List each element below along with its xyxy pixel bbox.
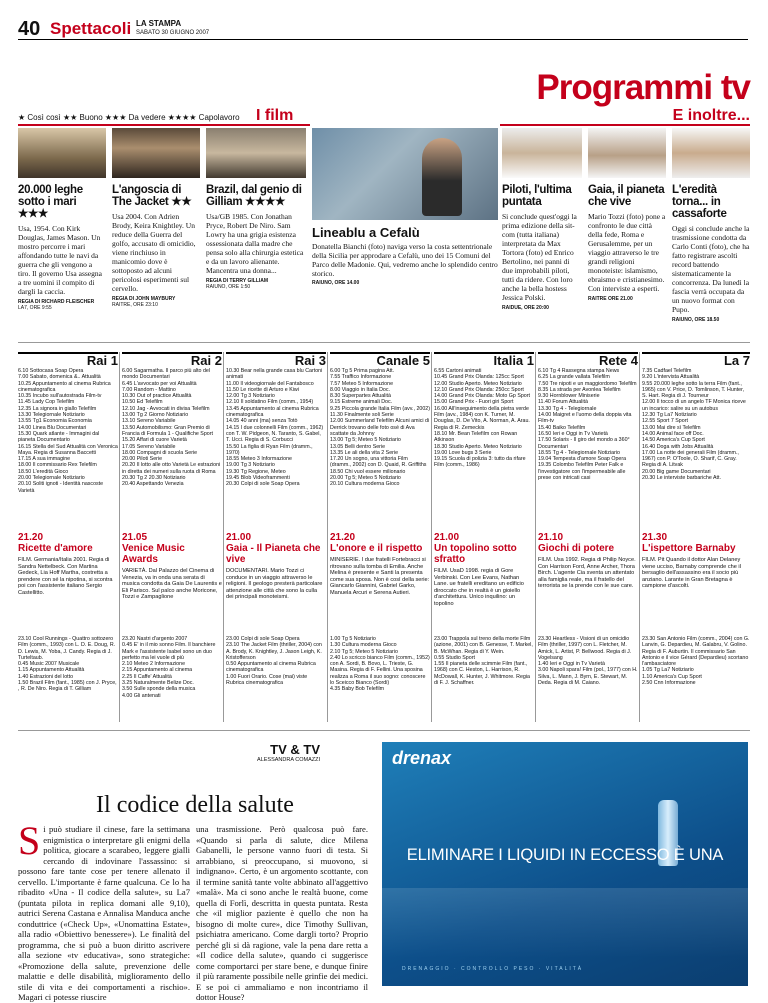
- schedule-item: 6.10 Sottocasa Soap Opera: [18, 368, 84, 374]
- film-card: [18, 184, 102, 311]
- featured-title: Lineablu a Cefalù: [312, 225, 420, 240]
- rating-legend: ★ Così così ★★ Buono ★★★ Da vedere ★★★★ Capolavoro: [18, 113, 240, 122]
- late-item: 1.50 Brazil Film (fant., 1985) con J. Pryce, , R. De Niro. Regia di T. Gilliam: [18, 680, 117, 693]
- schedule-item: 18.50 Chi vuol essere milionario: [330, 468, 406, 475]
- schedule-item: 13.00 Tg 5; Meteo 5 Notiziario: [330, 437, 401, 444]
- schedule-item: 12.10 Grand Prix Olanda: 250cc Sport: [434, 386, 524, 393]
- schedule-item: 6.55 Cartoni animati: [434, 368, 482, 374]
- column-divider: [535, 352, 536, 722]
- schedule-item: 6.25 La grande vallata Telefilm: [538, 374, 610, 381]
- article-column: [18, 818, 190, 1002]
- einoltre-rule: [500, 124, 750, 126]
- schedule-item: 13.30 Telegiornale Notiziario: [18, 412, 85, 419]
- schedule-item: 11.45 Lady Cop Telefilm: [18, 399, 75, 406]
- late-item: 23.30 San Antonio Film (comm., 2004) con G. Lanvin, G. Depardieu, M. Galabru, V. Golino. Regia di F. Auburtin. Il commissario San Antonio e il vice Gérard (Depardieu) scortano l'ambasciatore: [642, 636, 750, 668]
- late-item: 3.50 Sulle sponde della musica: [122, 686, 196, 693]
- primetime-text: FILM. Usa 1992. Regia di Philip Noyce. Con Harrison Ford, Anne Archer, Thora Birch. L'agente Cia sventa un attentato alla famiglia reale, ma il fratello del terrorista se la prende con le sue care.: [538, 557, 636, 590]
- column-label: TV & TV: [270, 742, 320, 757]
- schedule-item: 14.00 Animal face off Doc.: [642, 430, 704, 437]
- featured-channel: RAIUNO, ORE 14.00: [312, 280, 360, 286]
- schedule-item: 19.30 Tg Regione, Meteo: [226, 468, 286, 475]
- schedule-item: 19.04 Tempesta d'amore Soap Opera: [538, 456, 627, 463]
- schedule-item: 7.57 Meteo 5 Informazione: [330, 380, 394, 387]
- article-column: [196, 824, 368, 1002]
- ad-footer: DRENAGGIO · CONTROLLO PESO · VITALITÀ: [402, 966, 584, 972]
- primetime-title: L'ispettore Barnaby: [642, 543, 736, 554]
- late-item: 2.10 Meteo 2 Informazione: [122, 661, 186, 668]
- schedule-item: 19.00 Love bugs 3 Serie: [434, 449, 492, 456]
- late-item: 0.45 Music 2007 Musicale: [18, 661, 80, 668]
- late-item: 1.55 Il pianeta delle scimmie Film (fant., 1968) con C. Heston, L. Harrison, R. McDowall, K. Hunter, J. Whitmore. Regia di F. J. Schaffner.: [434, 661, 530, 687]
- page-number: 40: [18, 18, 41, 40]
- late-item: 2.40 Lo scricco bianco Film (comm., 1952) con A. Sordi, B. Bovo, L. Trieste, G. Masina. Regia di F. Fellini. Una sposina realizza a Roma il suo sogno: conoscere lo Sceicco Bianco (Sordi): [330, 654, 430, 687]
- film-photo: [206, 128, 306, 178]
- show-title: Gaia, il pianeta che vive: [588, 184, 665, 208]
- schedule-item: 13.55 Tg1 Economia Economia: [18, 418, 92, 425]
- schedule-item: 12.55 Sport 7 Sport: [642, 418, 688, 425]
- schedule-item: 13.35 Le ali della vita 2 Serie: [330, 449, 399, 456]
- featured-text: Donatella Bianchi (foto) naviga verso la costa settentrionale della Sicilia per approdare a Cefalù, uno dei 15 Comuni del Parco delle Madonie. Qui, vedremo anche lo splendido centro storico.: [312, 242, 498, 278]
- schedule-item: 17.05 Sereno Variabile: [122, 443, 176, 450]
- channel-schedule: [642, 368, 750, 528]
- schedule-item: 19.35 Colombo Telefilm Peter Falk e l'investigatore con l'impermeabile alle prese con intricati casi: [538, 462, 626, 482]
- channel-schedule: [122, 368, 222, 528]
- channel-header: Rai 1: [18, 352, 118, 366]
- schedule-item: 11.30 Finalmente soli Serie: [330, 412, 394, 419]
- late-item: 0.55 Studio Sport: [434, 654, 475, 661]
- schedule-item: 20.10 Cultura moderna Gioco: [330, 481, 400, 488]
- schedule-item: 20.00 Tg 5; Meteo 5 Notiziario: [330, 475, 401, 482]
- film-card: [112, 184, 196, 308]
- channel-schedule: [18, 368, 118, 528]
- film-channel: RAITRE, ORE 23:10: [112, 302, 158, 308]
- late-item: 1.00 Fuori Orario. Cose (mai) viste Rubrica cinematografica: [226, 673, 308, 687]
- late-item: 23.00 Colpi di sole Soap Opera: [226, 636, 300, 642]
- schedule-item: 20.40 Aspettando Venezia: [122, 481, 184, 488]
- schedule-item: 13.05 Belli dentro Serie: [330, 443, 386, 450]
- schedule-item: 7.00 Random - Mattino: [122, 386, 176, 393]
- late-schedule: [122, 636, 222, 720]
- schedule-item: 6.45 L'avvocato per voi Attualità: [122, 380, 197, 387]
- schedule-item: 6.00 Sagarmatha. Il parco più alto del mondo Documentari: [122, 368, 211, 381]
- schedule-item: 7.55 Traffico Informazione: [330, 374, 392, 381]
- ad-logo: drenax: [392, 748, 452, 768]
- late-schedule: [226, 636, 326, 720]
- schedule-item: 18.10 Mr. Bean Telefilm con Rowan Atkinson: [434, 430, 518, 444]
- primetime-text: MINISERIE. I due fratelli Fortebracci si ritrovano sulla tomba di Emilia. Anche Melina è presente e Santi la presenta come sua sposa. Non è così della serie: Giancarlo Giannini, Gabriel Garko, Manuela Arcuri e Serena Autieri.: [330, 557, 430, 596]
- show-channel: RAITRE ORE 21.00: [588, 296, 633, 302]
- channel-schedule: [226, 368, 326, 528]
- schedule-item: 17.00 La notte dei generali Film (dramm., 1967) con P. O'Toole, O. Sharif, C. Gray. Regia di A. Litvak: [642, 449, 739, 469]
- schedule-item: 11.50 Le ricette di Arturo e Kiwi: [226, 386, 299, 393]
- late-item: 23.20 Nastri d'argento 2007: [122, 636, 188, 642]
- show-channel: RAIUNO, ORE 18.50: [672, 317, 720, 323]
- page-date: SABATO 30 GIUGNO 2007: [136, 30, 210, 36]
- schedule-item: 15.40 Baiko Telefilm: [538, 424, 586, 431]
- schedule-item: 18.55 Tg 4 - Telegiornale Notiziario: [538, 449, 620, 456]
- featured-show: [312, 128, 498, 286]
- drop-cap: S: [18, 818, 41, 863]
- schedule-item: 17.50 Solaris - Il giro del mondo a 360° Documentari: [538, 437, 630, 450]
- schedule-item: 14.00 Maigret e l'uomo della doppia vita Film-tv: [538, 412, 632, 425]
- schedule-item: 15.30 Quark atlante - Immagini dal pianeta Documentario: [18, 430, 100, 444]
- show-card: [588, 184, 666, 302]
- schedule-item: 20.00 Telegiornale Notiziario: [18, 475, 85, 482]
- primetime-time: 21.10: [538, 532, 564, 543]
- films-rule: [18, 124, 310, 126]
- section-name: Spettacoli: [50, 19, 132, 38]
- schedule-item: 6.10 Tg 4 Rassegna stampa News: [538, 368, 620, 374]
- show-card: [502, 184, 582, 311]
- film-channel: RAIUNO, ORE 1:50: [206, 284, 251, 290]
- column-divider: [327, 352, 328, 722]
- late-schedule: [434, 636, 534, 720]
- schedule-item: 10.35 Incubo sull'autostrada Film-tv: [18, 393, 102, 400]
- column-divider: [639, 352, 640, 722]
- schedule-item: 19.15 Scuola di polizia 3: tutto da rifare Film (comm., 1986): [434, 456, 526, 469]
- late-item: 23.10 The Jacket Film (thriller, 2004) con A. Brody, K. Knightley, J. Jason Leigh, K. Kristofferson: [226, 642, 322, 661]
- column-author: ALESSANDRA COMAZZI: [257, 757, 320, 763]
- schedule-item: 20.30 Colpi di sole Soap Opera: [226, 481, 300, 488]
- schedule-item: 7.35 Cadfael Telefilm: [642, 368, 692, 374]
- primetime-title: Un topolino sotto sfratto: [434, 543, 517, 565]
- late-schedule: [642, 636, 750, 720]
- late-item: 1.00 Tg 5 Notiziario: [330, 636, 376, 642]
- film-credit: REGIA DI RICHARD FLEISCHER: [18, 299, 95, 305]
- schedule-item: 9.55 20.000 leghe sotto la terra Film (fant., 1965) con V. Price, D. Tomlinson, T. Hunter, S. Hart. Regia di J. Tourneur: [642, 380, 745, 400]
- article-headline: Il codice della salute: [96, 792, 294, 818]
- late-item: 1.10 America's Cup Sport: [642, 673, 702, 680]
- schedule-item: 16.15 Stella del Sud Attualità con Veronica Maya. Regia di Susanna Baccetti: [18, 443, 118, 456]
- schedule-item: 9.30 Hornblower Miniserie: [538, 393, 600, 400]
- late-item: 2.25 Il Caffe' Attualità: [122, 673, 172, 680]
- schedule-item: 9.15 Estreme animali Doc.: [330, 399, 393, 406]
- show-text: Si conclude quest'oggi la prima edizione della sit-com (tutta italiana) interpretata da Max Tortora (foto) ed Enrico Bertolino, nei panni di due improbabili piloti, tutti da ridere. Con loro anche la bella hostess Jessica Polski.: [502, 212, 577, 302]
- late-item: 4.00 Gli antenati: [122, 692, 161, 699]
- schedule-item: 13.30 Tg 4 - Telegiornale: [538, 405, 597, 412]
- schedule-item: 13.50 Automobilismo: Gran Premio di Francia di Formula 1 - Qualifiche Sport: [122, 424, 213, 437]
- schedule-item: 10.25 Appuntamento al cinema Rubrica cinematografica: [18, 380, 111, 393]
- column-divider: [119, 352, 120, 722]
- ad-wave-graphic: [382, 888, 748, 958]
- schedule-item: 9.20 L'intervista Attualità: [642, 374, 700, 381]
- primetime-title: Ricette d'amore: [18, 543, 93, 554]
- schedule-item: 12.10 Jag - Avvocati in divisa Telefilm: [122, 405, 210, 412]
- ad-slogan: ELIMINARE I LIQUIDI IN ECCESSO È UNA: [406, 846, 724, 864]
- late-item: 23.00 Trappola sul treno della morte Film (azione, 2001) con B. Genesse, T. Markel, B. McWhan. Regia di Y. Wein.: [434, 636, 533, 655]
- show-card: [672, 184, 750, 323]
- film-text: Usa, 1954. Con Kirk Douglas, James Mason. Un mostro percorre i mari affondando tutte le navi da guerra che gli vengono a tiro. Il governo Usa assegna a tre uomini il compito di dargli la caccia.: [18, 224, 102, 296]
- late-item: 2.15 Appuntamento al cinema: [122, 667, 193, 674]
- schedule-item: 13.10 Sereno Variabile: [122, 418, 176, 425]
- film-photo: [112, 128, 200, 178]
- schedule-item: 16.00 All'inseguimento della pietra verde Film (avv., 1984) con K. Turner, M. Douglas, D. De Vito, A. Norman, A. Arau. Regia di R. Zemeckis: [434, 405, 530, 431]
- schedule-item: 14.15 I due colonnelli Film (comm., 1962) con T. W. Pidgeon, N. Taranto, S. Gabel, T. Ucci. Regia di S. Corbucci: [226, 424, 324, 444]
- channel-header: Rete 4: [538, 352, 638, 366]
- schedule-item: 18.00 Il commissario Rex Telefilm: [18, 462, 97, 469]
- primetime-text: FILM. Pit Quando il dottor Alan Delaney viene ucciso, Barnaby comprende che il bersaglio dell'assassino era il socio più anziano. Larante in Gran Bretagna è campione d'ascolti.: [642, 557, 741, 590]
- late-schedule: [538, 636, 638, 720]
- schedule-item: 8.30 Superpartes Attualità: [330, 393, 391, 400]
- primetime-time: 21.00: [226, 532, 252, 543]
- late-item: 0.50 Appuntamento al cinema Rubrica cinematografica: [226, 661, 316, 674]
- masthead: LA STAMPA: [136, 19, 182, 28]
- primetime-text: VARIETÀ. Dal Palazzo del Cinema di Venezia, va in onda una serata di musica condotta da Gaia De Laurentis e Eli Parisco. Sul palco anche Moricone, Tozzi e Zampaglione: [122, 568, 222, 601]
- schedule-item: 20.10 Soliti ignoti - Identità nascoste Varietà: [18, 481, 104, 494]
- divider: [18, 730, 750, 731]
- schedule-item: 15.20 Affari di cuore Varietà: [122, 437, 187, 444]
- schedule-item: 18.50 L'eredità Gioco: [18, 468, 69, 475]
- article-text: i può studiare il cinese, fare la settimana enigmistica o interpretare gli enigmi della politica, giocare a scarabeo, leggere gialli cercando di indovinare l'assassino: si possono fare tante cose per tenere allenato il cervello. L'importante è farne qualcuna. Ce lo ha ribadito «Una - Il codice della salute», su La7 (puntata pilota in replica domani alle 9,10), autrici Serena Castana e Annalisa Manduca anche conduttrice («Check Up», «Unomattina Estate», alla radio «Obiettivo benessere»). Le finalità del programma, che si può a buon diritto ascrivere alla sezione «tv educativa», sono strategiche: «Promozione della salute, prevenzione delle malattie e delle disabilità, miglioramento dello stile di vita e dei comportamenti a rischio». Magari ci potesse riuscire: [18, 824, 190, 1002]
- late-item: 1.30 Cultura moderna Gioco: [330, 642, 397, 649]
- primetime-time: 21.05: [122, 532, 148, 543]
- late-item: 1.40 Ieri e Oggi in Tv Varietà: [538, 661, 605, 668]
- primetime-time: 21.20: [330, 532, 356, 543]
- channel-schedule: [330, 368, 430, 528]
- featured-photo: [312, 128, 498, 220]
- channel-header: Rai 3: [226, 352, 326, 366]
- column-divider: [431, 352, 432, 722]
- late-item: 2.10 Tg 5; Meteo 5 Notiziario: [330, 648, 398, 655]
- schedule-item: 19.45 Blob Videoframmenti: [226, 475, 290, 482]
- schedule-item: 14.05 40 anni (ma) senza Totò: [226, 418, 298, 425]
- show-text: Oggi si conclude anche la trasmissione condotta da Carlo Conti (foto), che ha fatto registrare ascolti record battendo sistematicamente la concorrenza. Da lunedì la fascia verrà occupata da un nuovo format con Pupo.: [672, 224, 750, 314]
- advertisement[interactable]: [382, 742, 748, 986]
- schedule-item: 17.15 A sua immagine: [18, 456, 71, 463]
- schedule-item: 16.50 Ieri e Oggi in Tv Varietà: [538, 430, 608, 437]
- schedule-item: 18.00 Compagni di scuola Serie: [122, 449, 198, 456]
- late-item: 23.30 Heartless - Visioni di un omicidio Film (thriller, 1997) con L. Fletcher, M. Amick, L. Artist, P. Bellwood. Regia di J. Vogelsang: [538, 636, 632, 661]
- show-photo: [502, 128, 582, 178]
- schedule-item: 7.00 Sabato, domenica &.. Attualità: [18, 374, 101, 381]
- schedule-item: 14.00 Linea Blu Documentari: [18, 424, 87, 431]
- late-schedule: [18, 636, 118, 720]
- schedule-item: 11.40 Forum Attualità: [538, 399, 588, 406]
- schedule-item: 6.00 Tg 5 Prima pagina Att.: [330, 368, 395, 374]
- film-photo: [18, 128, 106, 178]
- schedule-item: 19.00 Tg 3 Notiziario: [226, 462, 275, 469]
- film-channel: LA7, ORE 9:55: [18, 305, 52, 311]
- column-header: [120, 742, 320, 763]
- schedule-item: 14.50 America's Cup Sport: [642, 437, 705, 444]
- schedule-item: 18.30 Studio Aperto. Meteo Notiziario: [434, 443, 522, 450]
- show-title: L'eredità torna... in cassaforte: [672, 184, 727, 220]
- film-title: 20.000 leghe sotto i mari ★★★: [18, 184, 83, 220]
- late-item: 3.25 Naturalmente Belize Doc.: [122, 680, 194, 687]
- page-title: Programmi tv: [536, 68, 750, 107]
- channel-header: Italia 1: [434, 352, 534, 366]
- schedule-item: 7.50 Tre nipoti e un maggiordomo Telefilm: [538, 380, 637, 387]
- channel-header: Rai 2: [122, 352, 222, 366]
- schedule-item: 13.45 Appuntamento al cinema Rubrica cinematografica: [226, 405, 319, 419]
- schedule-item: 20.20 Il lotto alle otto Varietà Le estrazioni in diretta dei numeri sulla ruota di Roma: [122, 462, 221, 475]
- films-label: I film: [256, 107, 294, 124]
- primetime-title: Venice Music Awards: [122, 543, 185, 565]
- film-text: Usa 2004. Con Adrien Brody, Keira Knightley. Un reduce della Guerra del golfo, accusato di omicidio, viene rinchiuso in manicomio dove è sottoposto ad alcuni pericolosi esperimenti sul cervello.: [112, 212, 196, 293]
- schedule-item: 12.35 La signora in giallo Telefilm: [18, 405, 97, 412]
- show-photo: [672, 128, 750, 178]
- schedule-item: 10.30 Out of practice Attualità: [122, 393, 192, 400]
- late-item: 1.05 Tg La7 Notiziario: [642, 667, 694, 674]
- show-text: Mario Tozzi (foto) pone a confronto le due città della fede, Roma e Gerusalemme, per un viaggio attraverso le tre grandi religioni monoteiste: islamismo, ebraismo e cristianesimo. Con interviste a esperti.: [588, 212, 666, 293]
- primetime-text: FILM. Germania/Italia 2001. Regia di Sandra Nettelbeck. Con Martina Gedeck, Lia Hoff Martha, costretta a prendere con sé la nipotina, si scontra poi con l'assistente italiano Sergio Castellitto.: [18, 557, 113, 596]
- film-text: Usa/GB 1985. Con Jonathan Pryce, Robert De Niro. Sam Lowry ha una grigia esistenza ossessionata dalla madre che pensa solo alla chirurgia estetica e da un lavoro alienante. Mancentra una donna...: [206, 212, 304, 275]
- show-title: Piloti, l'ultima puntata: [502, 184, 572, 208]
- schedule-item: 8.00 Viaggio in Italia Doc.: [330, 386, 390, 393]
- schedule-item: 12.00 Tg 3 Notiziario: [226, 393, 275, 400]
- schedule-item: 12.00 Studio Aperto. Meteo Notiziario: [434, 380, 522, 387]
- schedule-item: 12.30 Tg La7 Notiziario: [642, 412, 697, 419]
- schedule-item: 20.30 Tg 2 20.30 Notiziario: [122, 475, 186, 482]
- schedule-item: 10.45 Grand Prix Olanda: 125cc Sport: [434, 374, 524, 381]
- schedule-item: 18.55 Meteo 3 Informazione: [226, 456, 292, 463]
- divider: [18, 342, 750, 343]
- channel-header: La 7: [642, 352, 750, 366]
- show-channel: RAIDUE, ORE 20:00: [502, 305, 549, 311]
- schedule-item: 12.00 Il tocco di un angelo TF Monica riceve un incarico: salire su un autobus: [642, 399, 746, 412]
- einoltre-label: E inoltre...: [672, 107, 750, 124]
- schedule-item: 10.30 Bear nella grande casa blu Cartoni animati: [226, 368, 323, 381]
- primetime-text: FILM. UsaD 1998. regia di Gore Verbinski. Con Lee Evans, Nathan Lane. ue fratelli ereditano un edificio diroccato che in realtà è un gioiello d'architettura. Unico inquilino: un topolino: [434, 568, 524, 607]
- article-text: una trasmissione. Però qualcosa può fare. «Quando si parla di salute, dice Milena Gabanelli, le persone vanno fuori di testa. Si arrabbiano, si preoccupano, si muovono, si indignano». Certo, è un argomento scottante, con il termine sanità tante volte abbinato all'aggettivo «malà». Ma ci sono anche le realtà buone, come quella di Forlì, descritta in questa puntata. Resta che «il miglior paziente è quello che non ha bisogno di molte cure», dice Timothy Sullivan, psichiatra americano. Come dargli torto? Proprio perché gli si dà ragione, vale la pena dare retta a «Il codice della salute», quando ci suggerisce come comportarci per stare bene, e dunque finire il più raramente possibile nelle grinfie dei medici. E se poi ci ammaliamo e non incontriamo il dottor House?: [196, 824, 368, 1002]
- schedule-item: 15.50 La figlia di Ryan Film (dramm., 1970): [226, 443, 313, 456]
- schedule-item: 12.10 Il soldatino Film (comm., 1954): [226, 399, 314, 406]
- channel-schedule: [434, 368, 534, 528]
- primetime-text: DOCUMENTARI. Mario Tozzi ci conduce in un viaggio attraverso le religioni. Il geologo presterà particolare attenzione alle città che sono la culla dei principali monoteismi.: [226, 568, 323, 601]
- schedule-item: 13.00 Tg 2 Giorno Notiziario: [122, 412, 189, 419]
- channel-schedule: [538, 368, 638, 528]
- film-title: L'angoscia di The Jacket ★★: [112, 184, 192, 208]
- channel-header: Canale 5: [330, 352, 430, 366]
- schedule-item: 20.00 Piloti Serie: [122, 456, 163, 463]
- schedule-item: 11.00 Il videogiornale del Fantabosco: [226, 380, 314, 387]
- page-header: [18, 18, 748, 40]
- schedule-item: 8.35 La strada per Avonlea Telefilm: [538, 386, 621, 393]
- film-card: [206, 184, 306, 290]
- primetime-time: 21.00: [434, 532, 460, 543]
- primetime-title: Gaia - Il Pianeta che vive: [226, 543, 321, 565]
- primetime-time: 21.20: [18, 532, 44, 543]
- schedule-item: 12.00 Summerland Telefilm Alcuni amici di Derrick trovano delle foto osé di Ava scattate da Johnny: [330, 418, 430, 437]
- late-item: 3.00 Napoli spara! Film (pol., 1977) con H. Silva, L. Mann, J. Byrn, E. Stewart, M. Deda. Regia di M. Caiano.: [538, 667, 638, 687]
- late-item: 0.45 E' in il mio sonno Film. Il banchiere Mark e l'assistente Isabel sono un duo perfetto ma lei vuole di più: [122, 642, 216, 661]
- late-item: 1.15 Appuntamento Attualità: [18, 667, 85, 674]
- late-schedule: [330, 636, 430, 720]
- schedule-item: 20.00 Big game Documentari: [642, 468, 711, 475]
- film-credit: REGIA DI TERRY GILLIAM: [206, 278, 269, 284]
- film-title: Brazil, dal genio di Gilliam ★★★★: [206, 184, 302, 208]
- schedule-item: 15.00 Grand Prix - Fuori giri Sport: [434, 399, 514, 406]
- primetime-title: L'onore e il rispetto: [330, 543, 423, 554]
- schedule-item: 20.30 Le interviste barbariche Att.: [642, 475, 721, 482]
- schedule-item: 10.50 Ed Telefilm: [122, 399, 163, 406]
- show-photo: [588, 128, 666, 178]
- schedule-item: 16.40 Doga with Jobs Attualità: [642, 443, 714, 450]
- late-item: 2.50 Cnn Informazione: [642, 680, 696, 687]
- schedule-item: 9.25 Piccola grande Italia Film (avv., 2002): [330, 405, 431, 412]
- schedule-item: 13.00 Mai dire sì Telefilm: [642, 424, 701, 431]
- column-divider: [223, 352, 224, 722]
- late-item: 1.40 Estrazioni del lotto: [18, 673, 74, 680]
- late-item: 4.35 Baby Bob Telefilm: [330, 686, 385, 693]
- film-credit: REGIA DI JOHN MAYBURY: [112, 296, 176, 302]
- schedule-item: 14.00 Grand Prix Olanda: Moto Gp Sport: [434, 393, 530, 400]
- primetime-time: 21.30: [642, 532, 668, 543]
- primetime-title: Giochi di potere: [538, 543, 615, 554]
- schedule-item: 17.20 Un sogno, una vittoria Film (dramm., 2002) con D. Quaid, R. Griffiths: [330, 456, 427, 469]
- late-item: 23.10 Cool Runnings - Quattro sottozero Film (comm., 1993) con L. D. E. Doug, R. D. Lewis, M. Yoba, J. Candy. Regia di J. Turteltaub.: [18, 636, 116, 661]
